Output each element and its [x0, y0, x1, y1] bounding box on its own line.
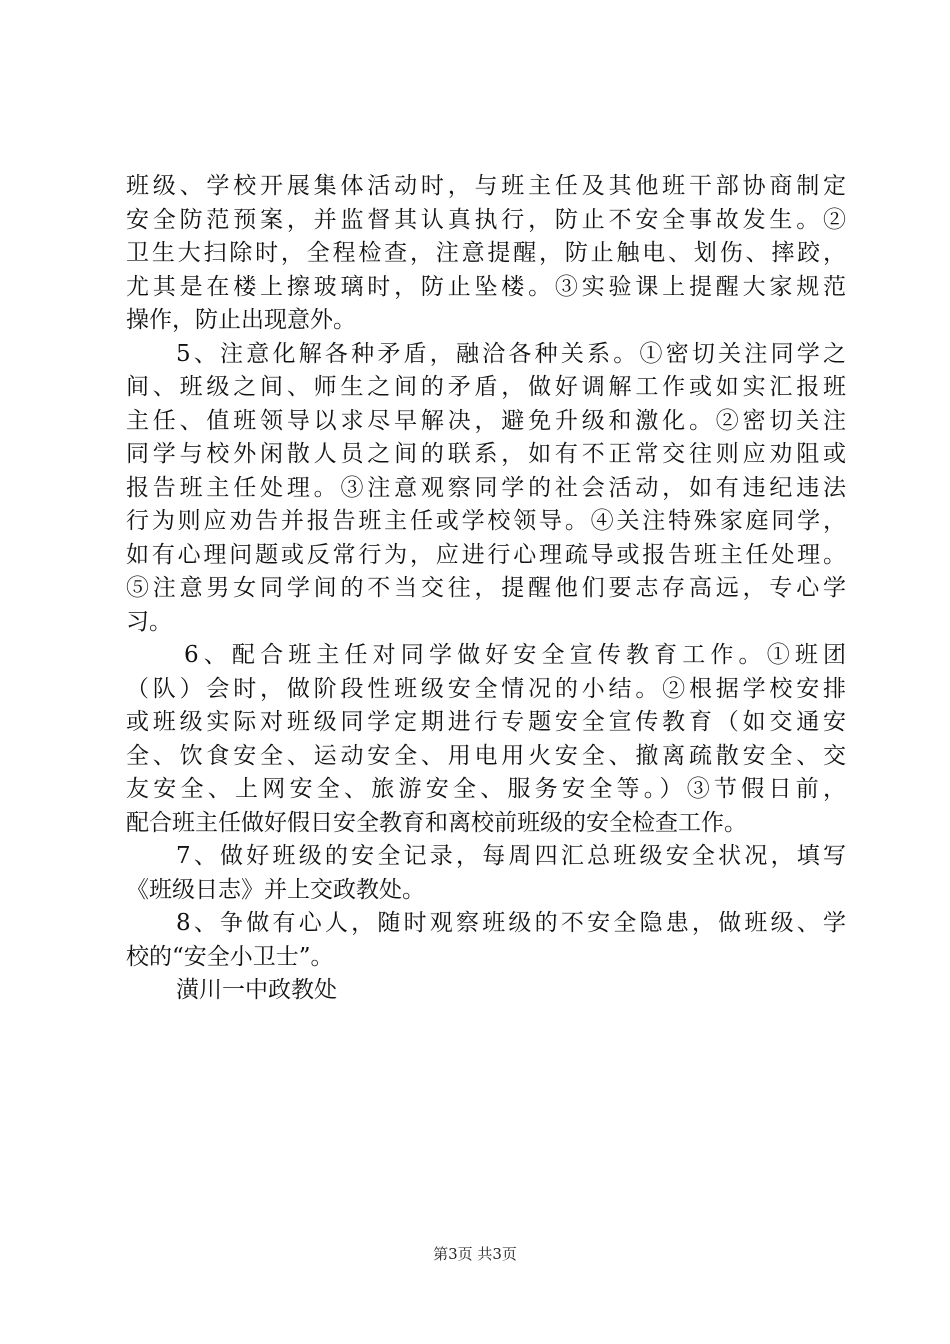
- text-line: 同学与校外闲散人员之间的联系，如有不正常交往则应劝阻或: [126, 441, 846, 467]
- text-line: 配合班主任做好假日安全教育和离校前班级的安全检查工作。: [126, 809, 747, 836]
- text-line: 报告班主任处理。③注意观察同学的社会活动，如有违纪违法: [126, 474, 846, 501]
- text-line: 友安全、上网安全、旅游安全、服务安全等。）③节假日前，: [126, 776, 846, 802]
- text-line: 如有心理问题或反常行为，应进行心理疏导或报告班主任处理。: [126, 541, 846, 568]
- text-line: （队）会时，做阶段性班级安全情况的小结。②根据学校安排: [126, 675, 846, 702]
- text-line: 卫生大扫除时，全程检查，注意提醒，防止触电、划伤、摔跤，: [126, 240, 846, 266]
- text-line: 或班级实际对班级同学定期进行专题安全宣传教育（如交通安: [126, 709, 846, 735]
- text-line: 间、班级之间、师生之间的矛盾，做好调解工作或如实汇报班: [126, 374, 846, 400]
- text-line: 全、饮食安全、运动安全、用电用火安全、撤离疏散安全、交: [126, 742, 846, 769]
- text-line: 5、注意化解各种矛盾，融洽各种关系。①密切关注同学之: [176, 340, 846, 367]
- text-line: 习。: [126, 608, 172, 635]
- text-line: 校的“安全小卫士”。: [126, 943, 334, 970]
- text-line: 《班级日志》并上交政教处。: [126, 876, 425, 903]
- text-line: 潢川一中政教处: [176, 977, 337, 1003]
- text-line: 6、配合班主任对同学做好安全宣传教育工作。①班团: [184, 642, 846, 668]
- text-line: ⑤注意男女同学间的不当交往，提醒他们要志存高远，专心学: [126, 575, 846, 601]
- text-line: 班级、学校开展集体活动时，与班主任及其他班干部协商制定: [126, 173, 846, 199]
- text-line: 尤其是在楼上擦玻璃时，防止坠楼。③实验课上提醒大家规范: [126, 273, 846, 300]
- text-line: 主任、值班领导以求尽早解决，避免升级和激化。②密切关注: [126, 407, 846, 434]
- text-line: 7、做好班级的安全记录，每周四汇总班级安全状况，填写: [176, 843, 846, 869]
- text-line: 行为则应劝告并报告班主任或学校领导。④关注特殊家庭同学，: [126, 508, 846, 534]
- text-line: 8、争做有心人，随时观察班级的不安全隐患，做班级、学: [176, 910, 846, 936]
- text-line: 安全防范预案，并监督其认真执行，防止不安全事故发生。②: [126, 206, 846, 233]
- page-footer: 第3页 共3页: [433, 1245, 517, 1263]
- document-body: [126, 170, 846, 1008]
- text-line: 操作，防止出现意外。: [126, 307, 356, 333]
